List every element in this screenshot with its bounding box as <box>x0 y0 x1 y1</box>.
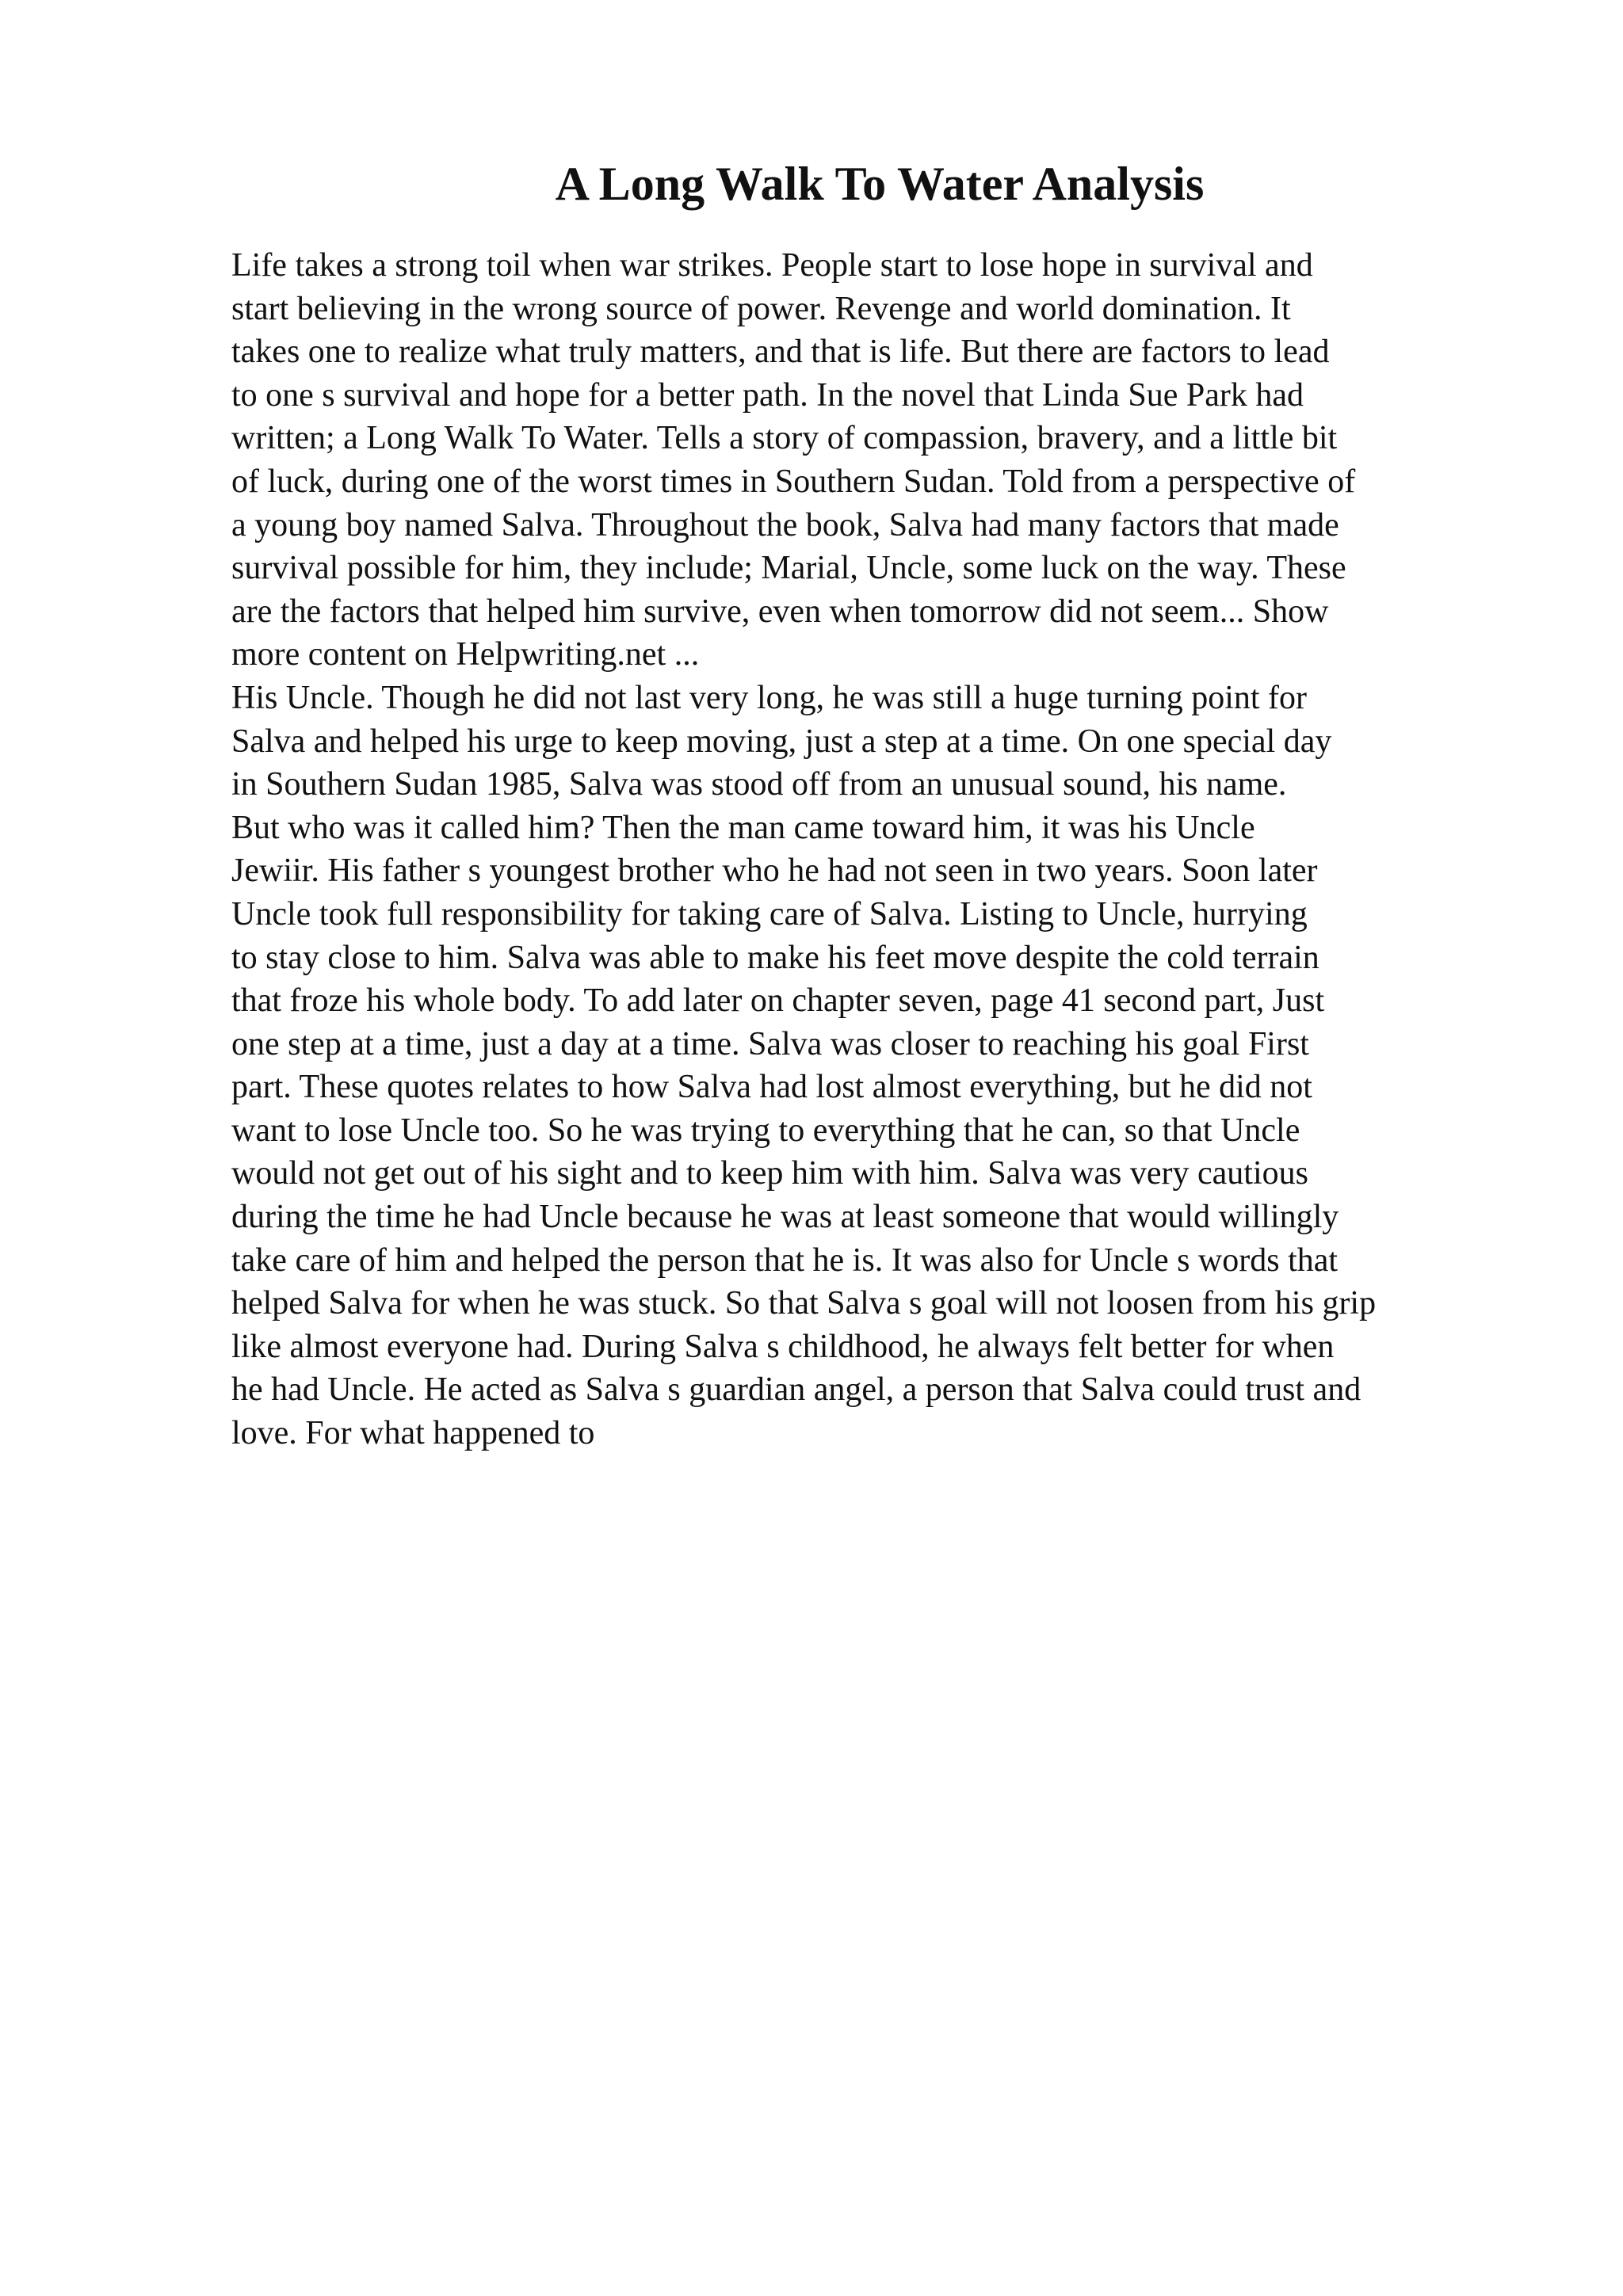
text-line: Life takes a strong toil when war strikes. People start to lose hope in survival and <box>231 247 1313 284</box>
text-line: Salva and helped his urge to keep moving, just a step at a time. On one special day <box>231 723 1332 760</box>
text-line: one step at a time, just a day at a time. Salva was closer to reaching his goal First <box>231 1025 1309 1062</box>
text-line: start believing in the wrong source of power. Revenge and world domination. It <box>231 290 1291 327</box>
text-line: of luck, during one of the worst times in Southern Sudan. Told from a perspective of <box>231 463 1356 500</box>
text-line: part. These quotes relates to how Salva had lost almost everything, but he did not <box>231 1069 1312 1106</box>
text-line: written; a Long Walk To Water. Tells a story of compassion, bravery, and a little bit <box>231 420 1338 457</box>
text-line: would not get out of his sight and to keep him with him. Salva was very cautious <box>231 1155 1308 1192</box>
document-title: A Long Walk To Water Analysis <box>555 158 1205 210</box>
text-line: helped Salva for when he was stuck. So that Salva s goal will not loosen from his grip <box>231 1285 1377 1322</box>
text-line: in Southern Sudan 1985, Salva was stood off from an unusual sound, his name. <box>231 766 1287 803</box>
text-line: to one s survival and hope for a better path. In the novel that Linda Sue Park had <box>231 376 1304 414</box>
text-line: Uncle took full responsibility for taking care of Salva. Listing to Uncle, hurrying <box>231 895 1308 933</box>
text-line: His Uncle. Though he did not last very long, he was still a huge turning point for <box>231 679 1308 716</box>
text-line: more content on Helpwriting.net ... <box>231 636 700 673</box>
text-line: want to lose Uncle too. So he was trying to everything that he can, so that Uncle <box>231 1112 1300 1149</box>
text-line: But who was it called him? Then the man came toward him, it was his Uncle <box>231 809 1255 846</box>
text-line: survival possible for him, they include; Marial, Uncle, some luck on the way. These <box>231 550 1346 587</box>
text-line: to stay close to him. Salva was able to make his feet move despite the cold terrain <box>231 939 1319 976</box>
text-line: a young boy named Salva. Throughout the book, Salva had many factors that made <box>231 506 1339 543</box>
text-line: Jewiir. His father s youngest brother who he had not seen in two years. Soon later <box>231 852 1318 890</box>
document-body <box>231 244 1531 1455</box>
text-line: he had Uncle. He acted as Salva s guardian angel, a person that Salva could trust and <box>231 1371 1361 1409</box>
text-line: take care of him and helped the person that he is. It was also for Uncle s words that <box>231 1241 1338 1279</box>
text-line: during the time he had Uncle because he was at least someone that would willingly <box>231 1199 1339 1236</box>
text-line: like almost everyone had. During Salva s childhood, he always felt better for when <box>231 1328 1335 1365</box>
text-line: are the factors that helped him survive, even when tomorrow did not seem... Show <box>231 593 1329 630</box>
text-line: love. For what happened to <box>231 1415 595 1452</box>
text-line: takes one to realize what truly matters, and that is life. But there are factors to lead <box>231 334 1330 371</box>
text-line: that froze his whole body. To add later on chapter seven, page 41 second part, Just <box>231 982 1325 1020</box>
